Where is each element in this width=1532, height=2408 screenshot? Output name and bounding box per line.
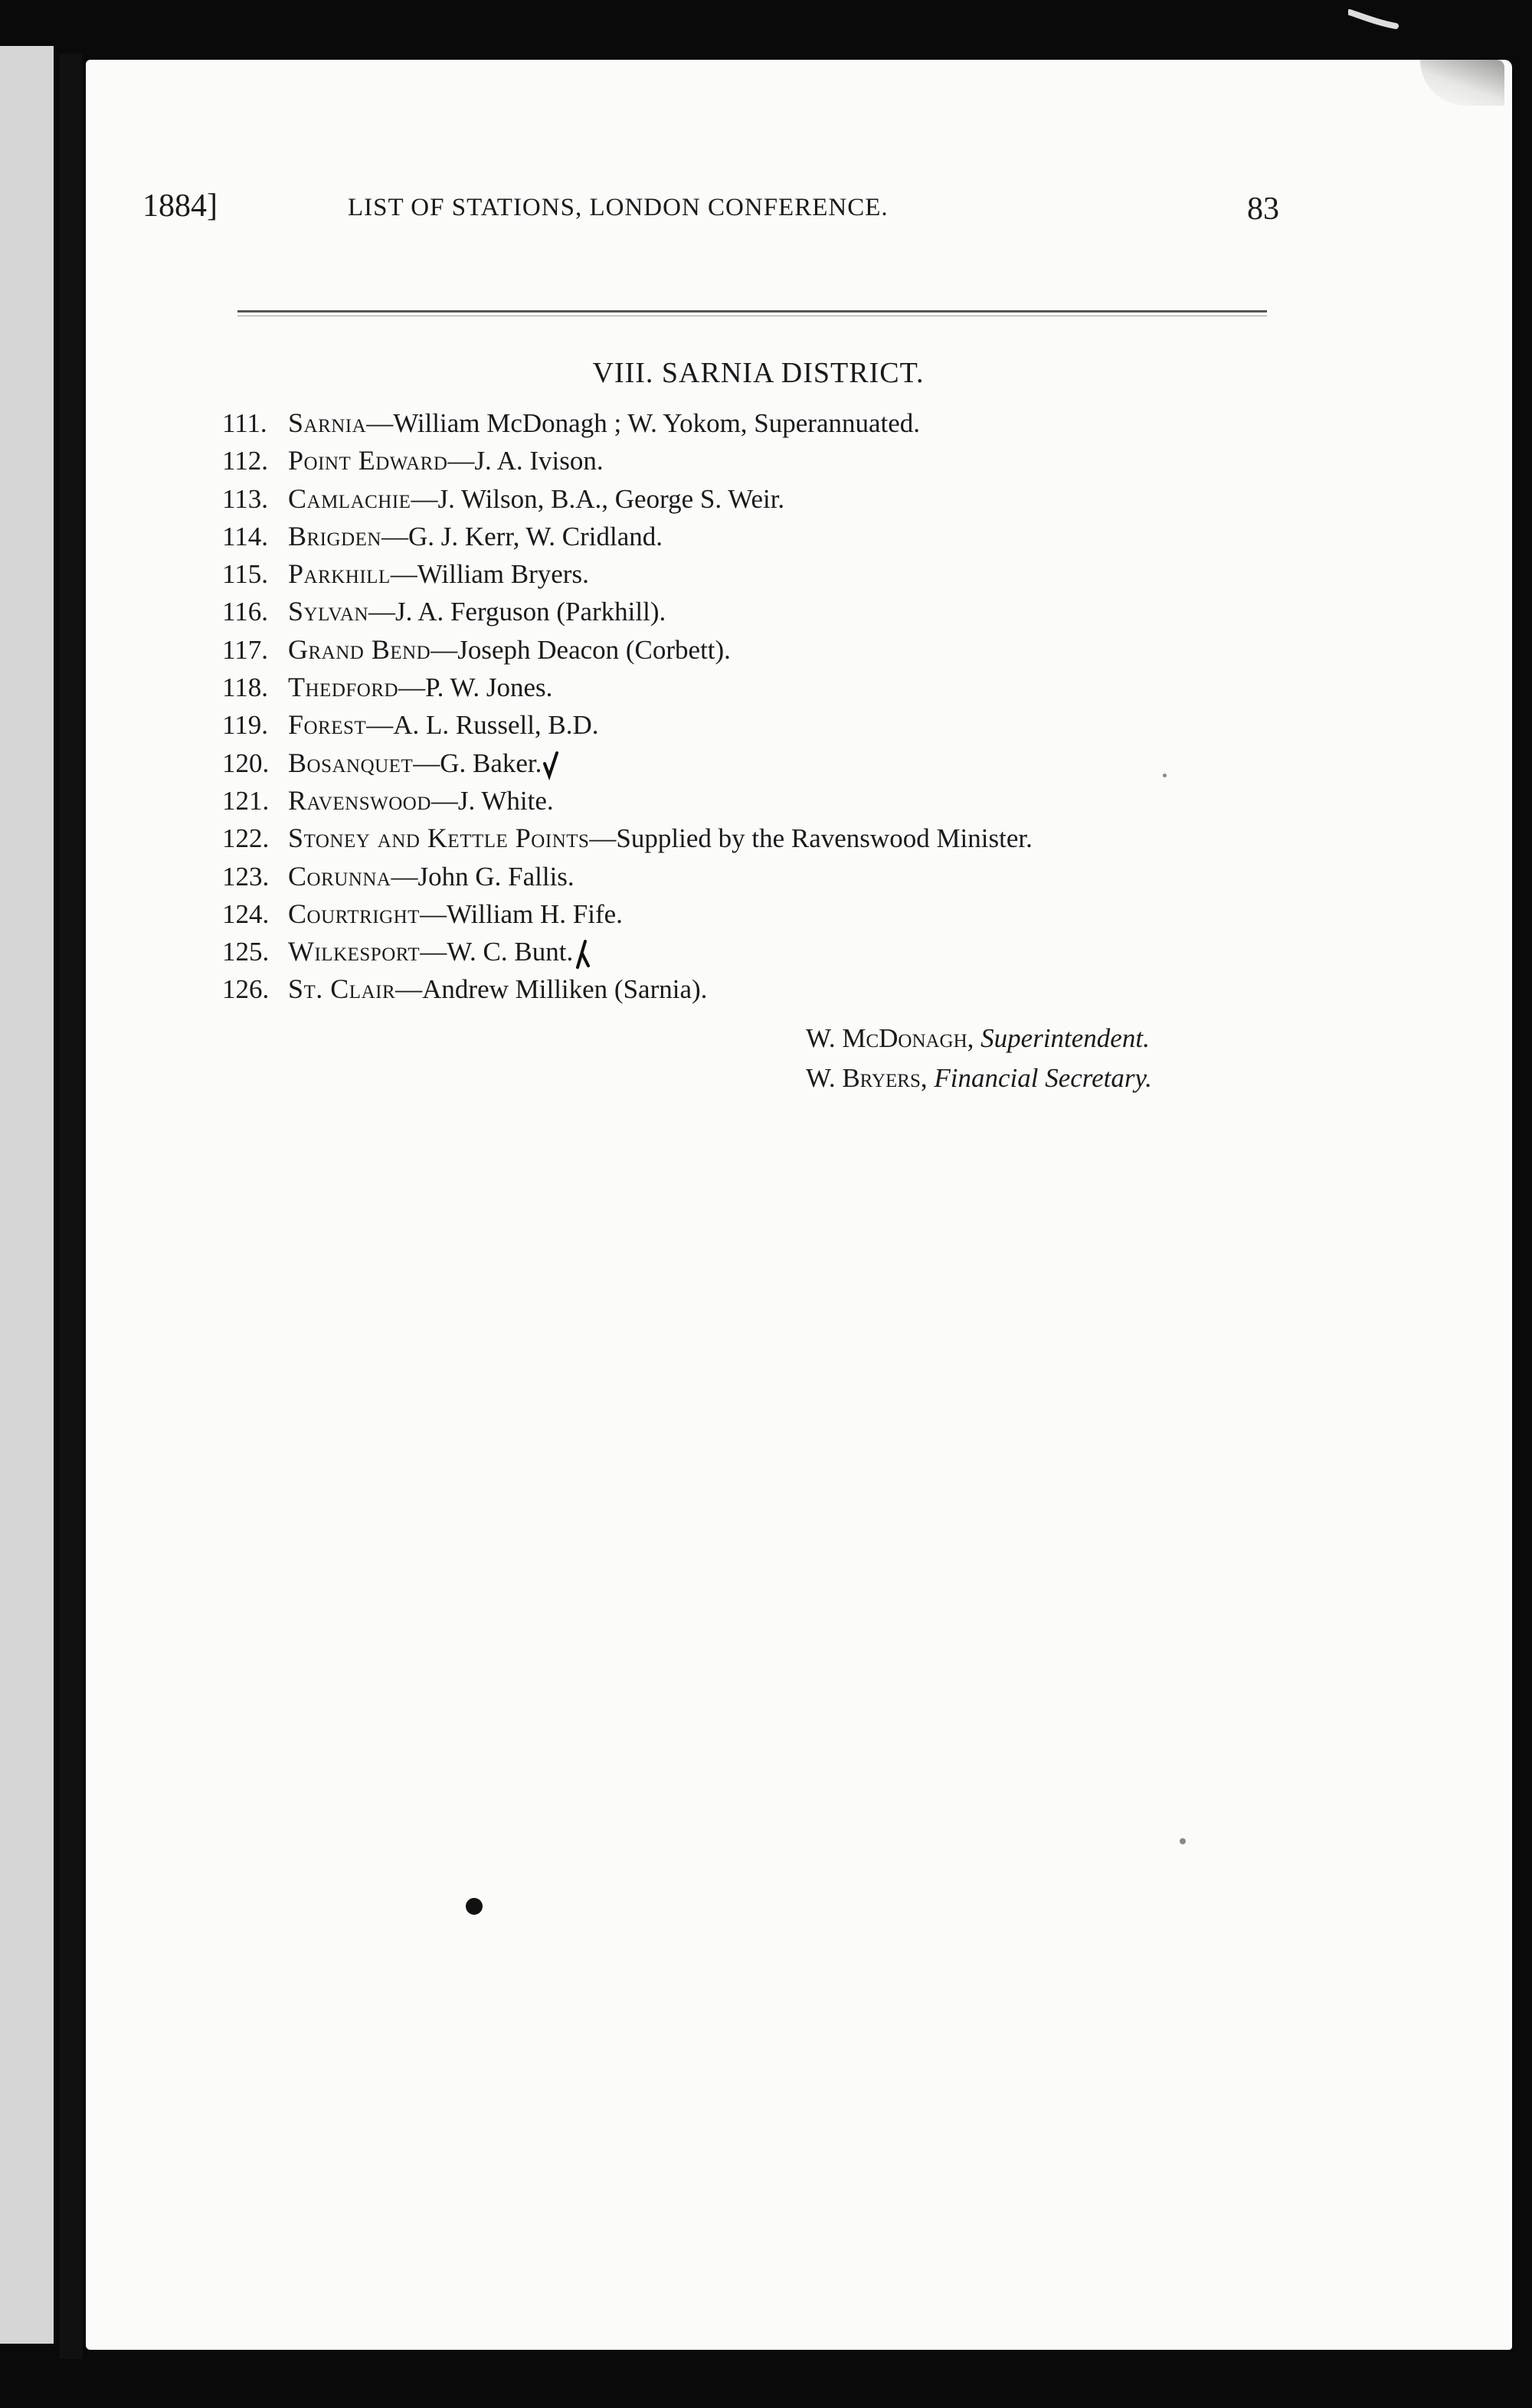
station-place: St. Clair: [288, 973, 396, 1005]
station-row: [222, 820, 1448, 857]
station-ministers: —Joseph Deacon (Corbett).: [430, 634, 731, 665]
station-number: 121.: [222, 785, 270, 816]
station-ministers: —W. C. Bunt.: [420, 937, 574, 967]
signature-role: Superintendent.: [980, 1023, 1150, 1053]
station-ministers: —G. J. Kerr, W. Cridland.: [381, 521, 663, 551]
station-number: 124.: [222, 898, 270, 929]
binding-shadow: [60, 54, 83, 2359]
station-place: Sylvan: [288, 596, 368, 627]
running-header: [142, 188, 1279, 241]
station-number: 113.: [222, 483, 268, 514]
page-number: 83: [1247, 191, 1279, 227]
station-ministers: —William Bryers.: [390, 559, 589, 590]
station-place: Camlachie: [288, 483, 411, 514]
station-ministers: —J. A. Ferguson (Parkhill).: [368, 597, 666, 627]
pen-check-mark-icon: [543, 750, 558, 782]
station-number: 125.: [222, 937, 270, 967]
signature-block: [806, 1019, 1152, 1098]
station-list: [222, 404, 1448, 1009]
station-row: [222, 404, 1448, 442]
signature-line: W. McDonagh, Superintendent.: [806, 1023, 1150, 1053]
signature-initial: W.: [806, 1023, 836, 1053]
station-place: Brigden: [288, 520, 381, 551]
station-row: [222, 555, 1448, 593]
station-ministers: —P. W. Jones.: [398, 672, 553, 703]
signature-line: W. Bryers, Financial Secretary.: [806, 1063, 1152, 1093]
signature-name: Bryers: [842, 1063, 921, 1093]
page-corner-fold: [1420, 60, 1504, 106]
station-number: 112.: [222, 446, 268, 476]
signature-initial: W.: [806, 1063, 836, 1093]
station-place: Point Edward: [288, 445, 448, 476]
station-place: Corunna: [288, 860, 391, 892]
station-number: 111.: [222, 408, 267, 438]
paper-speck: [1180, 1838, 1186, 1844]
station-ministers: —G. Baker.: [413, 748, 542, 778]
station-place: Forest: [288, 709, 367, 741]
station-row: [222, 631, 1448, 669]
station-place: Wilkesport: [288, 936, 421, 967]
station-number: 117.: [222, 634, 268, 665]
adjacent-page-edge: [0, 46, 54, 2344]
station-row: [222, 593, 1448, 630]
signature-name: McDonagh: [842, 1023, 967, 1053]
station-place: Thedford: [288, 672, 399, 703]
header-rule: [237, 310, 1267, 312]
station-number: 118.: [222, 672, 268, 703]
station-row: [222, 669, 1448, 706]
station-row: [222, 744, 1448, 782]
station-ministers: —William McDonagh ; W. Yokom, Superannuated.: [366, 408, 921, 438]
station-place: Grand Bend: [288, 633, 431, 665]
station-place: Bosanquet: [288, 747, 414, 778]
station-number: 115.: [222, 559, 268, 590]
station-ministers: —John G. Fallis.: [391, 861, 574, 892]
station-ministers: —J. Wilson, B.A., George S. Weir.: [411, 483, 785, 514]
station-ministers: —J. White.: [430, 785, 554, 816]
station-number: 116.: [222, 597, 268, 627]
station-ministers: —William H. Fife.: [419, 898, 623, 929]
station-place: Ravenswood: [288, 784, 431, 816]
station-row: [222, 858, 1448, 895]
station-place: Parkhill: [288, 558, 391, 590]
page-sheet: [86, 60, 1512, 2350]
station-row: [222, 518, 1448, 555]
station-row: [222, 933, 1448, 970]
ink-blot: [466, 1898, 483, 1915]
station-place: Sarnia: [288, 407, 367, 438]
scan-artifact-icon: [1348, 6, 1402, 29]
station-row: [222, 782, 1448, 820]
station-number: 119.: [222, 710, 268, 741]
station-number: 120.: [222, 748, 270, 778]
district-heading: VIII. SARNIA DISTRICT.: [592, 357, 925, 389]
station-number: 126.: [222, 974, 270, 1005]
station-row: [222, 895, 1448, 933]
station-row: [222, 970, 1448, 1008]
station-ministers: —A. L. Russell, B.D.: [366, 710, 599, 741]
station-place: Courtright: [288, 898, 420, 929]
station-row: [222, 442, 1448, 479]
station-number: 122.: [222, 823, 270, 854]
header-year: 1884]: [142, 188, 218, 224]
signature-role: Financial Secretary.: [934, 1063, 1152, 1093]
station-ministers: —Andrew Milliken (Sarnia).: [395, 974, 708, 1005]
station-place: Stoney and Kettle Points: [288, 823, 590, 854]
station-ministers: —Supplied by the Ravenswood Minister.: [589, 823, 1033, 854]
header-title: LIST OF STATIONS, LONDON CONFERENCE.: [348, 194, 889, 221]
station-row: [222, 480, 1448, 518]
paper-speck: [1163, 774, 1167, 777]
station-ministers: —J. A. Ivison.: [447, 446, 604, 476]
pen-mark-icon: [574, 938, 590, 970]
station-number: 123.: [222, 861, 270, 892]
station-number: 114.: [222, 521, 268, 551]
station-row: [222, 706, 1448, 744]
